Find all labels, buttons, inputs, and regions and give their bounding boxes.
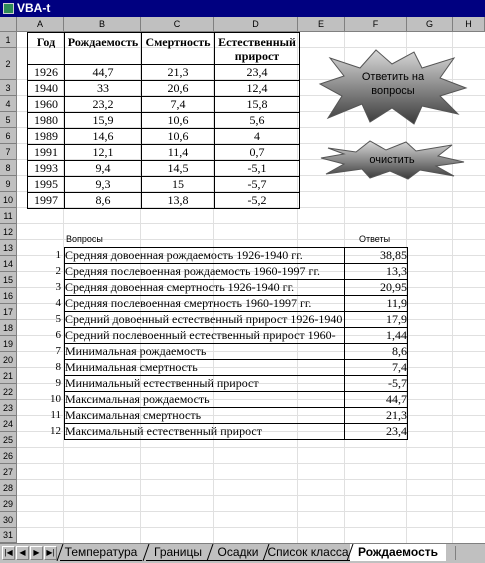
sheet-tab-4[interactable]: Список класса bbox=[267, 545, 349, 559]
question-row bbox=[65, 296, 408, 312]
row-header-10[interactable]: 10 bbox=[0, 192, 17, 208]
row-header-22[interactable]: 22 bbox=[0, 384, 17, 400]
question-number-cell[interactable]: 2 bbox=[55, 265, 61, 277]
natural-growth-cell[interactable]: -5,7 bbox=[215, 177, 300, 193]
question-text-cell[interactable]: Максимальный естественный прирост bbox=[65, 424, 345, 440]
data-row bbox=[28, 145, 300, 161]
question-number-cell[interactable]: 11 bbox=[50, 409, 61, 421]
excel-app-icon[interactable] bbox=[3, 3, 14, 14]
year-cell[interactable]: 1997 bbox=[28, 193, 65, 209]
question-text-cell[interactable]: Средняя довоенная смертность 1926-1940 гг. bbox=[65, 280, 345, 296]
answer-value-cell[interactable]: 7,4 bbox=[345, 360, 408, 376]
gridline bbox=[17, 495, 485, 496]
gridline bbox=[17, 511, 485, 512]
sheet-tab-3[interactable]: Осадки bbox=[210, 544, 266, 561]
row-header-31[interactable]: 31 bbox=[0, 528, 17, 543]
column-header-c[interactable]: C bbox=[141, 17, 214, 32]
header-year[interactable]: Год bbox=[28, 33, 65, 65]
natural-growth-cell[interactable]: 23,4 bbox=[215, 65, 300, 81]
clear-button[interactable] bbox=[320, 140, 466, 180]
row-header-5[interactable]: 5 bbox=[0, 112, 17, 128]
header-natural-growth[interactable] bbox=[215, 33, 300, 65]
tab-divider bbox=[262, 544, 270, 561]
row-header-3[interactable]: 3 bbox=[0, 80, 17, 96]
birth-rate-cell[interactable]: 44,7 bbox=[65, 65, 142, 81]
year-cell[interactable]: 1993 bbox=[28, 161, 65, 177]
tab-divider bbox=[142, 544, 150, 561]
row-header-16[interactable]: 16 bbox=[0, 288, 17, 304]
year-cell[interactable]: 1995 bbox=[28, 177, 65, 193]
prev-sheet-icon[interactable]: ◀ bbox=[16, 546, 29, 560]
questions-table bbox=[64, 247, 408, 440]
birth-rate-cell[interactable]: 15,9 bbox=[65, 113, 142, 129]
header-growth-line2: прирост bbox=[234, 48, 280, 63]
birth-rate-cell[interactable]: 9,4 bbox=[65, 161, 142, 177]
row-header-29[interactable]: 29 bbox=[0, 496, 17, 512]
gridline bbox=[17, 479, 485, 480]
column-header-f[interactable]: F bbox=[345, 17, 407, 32]
birth-rate-cell[interactable]: 8,6 bbox=[65, 193, 142, 209]
data-row bbox=[28, 97, 300, 113]
gridline bbox=[17, 447, 485, 448]
death-rate-cell[interactable]: 20,6 bbox=[142, 81, 215, 97]
row-header-20[interactable]: 20 bbox=[0, 352, 17, 368]
question-text-cell[interactable]: Средняя послевоенная рождаемость 1960-1997 гг. bbox=[65, 264, 345, 280]
natural-growth-cell[interactable]: -5,1 bbox=[215, 161, 300, 177]
sheet-tab-2[interactable]: Границы bbox=[146, 544, 210, 561]
question-row bbox=[65, 360, 408, 376]
year-cell[interactable]: 1980 bbox=[28, 113, 65, 129]
row-header-17[interactable]: 17 bbox=[0, 304, 17, 320]
death-rate-cell[interactable]: 10,6 bbox=[142, 129, 215, 145]
answer-value-cell[interactable]: 44,7 bbox=[345, 392, 408, 408]
birth-rate-cell[interactable]: 12,1 bbox=[65, 145, 142, 161]
question-number-cell[interactable]: 5 bbox=[55, 313, 61, 325]
row-header-24[interactable]: 24 bbox=[0, 416, 17, 432]
window-title-bar bbox=[0, 0, 485, 17]
answer-value-cell[interactable]: 13,3 bbox=[345, 264, 408, 280]
answers-label[interactable]: Ответы bbox=[359, 234, 391, 244]
question-row bbox=[65, 248, 408, 264]
sheet-tab-1[interactable]: Температура bbox=[60, 544, 142, 561]
row-header-8[interactable]: 8 bbox=[0, 160, 17, 176]
column-header-h[interactable]: H bbox=[453, 17, 485, 32]
tab-divider bbox=[56, 544, 64, 561]
row-header-23[interactable]: 23 bbox=[0, 400, 17, 416]
year-cell[interactable]: 1940 bbox=[28, 81, 65, 97]
question-text-cell[interactable]: Минимальная смертность bbox=[65, 360, 345, 376]
birth-rate-cell[interactable]: 23,2 bbox=[65, 97, 142, 113]
column-header-e[interactable]: E bbox=[298, 17, 345, 32]
row-header-18[interactable]: 18 bbox=[0, 320, 17, 336]
question-row bbox=[65, 280, 408, 296]
column-header-b[interactable]: B bbox=[64, 17, 141, 32]
sheet-tab-5[interactable]: Рождаемость bbox=[350, 544, 446, 561]
question-text-cell[interactable]: Средняя довоенная рождаемость 1926-1940 гг. bbox=[65, 248, 345, 264]
question-number-cell[interactable]: 6 bbox=[55, 329, 61, 341]
question-text-cell[interactable]: Средний довоенный естественный прирост 1926-1940 bbox=[65, 312, 345, 328]
row-header-12[interactable]: 12 bbox=[0, 224, 17, 240]
row-header-25[interactable]: 25 bbox=[0, 432, 17, 448]
question-number-cell[interactable]: 12 bbox=[50, 425, 61, 437]
year-cell[interactable]: 1989 bbox=[28, 129, 65, 145]
row-header-11[interactable]: 11 bbox=[0, 208, 17, 224]
last-sheet-icon[interactable]: ▶| bbox=[44, 546, 57, 560]
natural-growth-cell[interactable]: 12,4 bbox=[215, 81, 300, 97]
row-header-7[interactable]: 7 bbox=[0, 144, 17, 160]
death-rate-cell[interactable]: 14,5 bbox=[142, 161, 215, 177]
death-rate-cell[interactable]: 10,6 bbox=[142, 113, 215, 129]
answer-value-cell[interactable]: 23,4 bbox=[345, 424, 408, 440]
sheet-tab-bar bbox=[0, 543, 485, 563]
answer-value-cell[interactable]: 38,85 bbox=[345, 248, 408, 264]
question-number-cell[interactable]: 3 bbox=[55, 281, 61, 293]
answer-value-cell[interactable]: 8,6 bbox=[345, 344, 408, 360]
question-text-cell[interactable]: Максимальная смертность bbox=[65, 408, 345, 424]
question-row bbox=[65, 312, 408, 328]
question-row bbox=[65, 264, 408, 280]
answer-value-cell[interactable]: 21,3 bbox=[345, 408, 408, 424]
question-row bbox=[65, 344, 408, 360]
death-rate-cell[interactable]: 11,4 bbox=[142, 145, 215, 161]
year-cell[interactable]: 1960 bbox=[28, 97, 65, 113]
natural-growth-cell[interactable]: 5,6 bbox=[215, 113, 300, 129]
question-row bbox=[65, 376, 408, 392]
gridline bbox=[17, 463, 485, 464]
question-text-cell[interactable]: Минимальная рождаемость bbox=[65, 344, 345, 360]
death-rate-cell[interactable]: 7,4 bbox=[142, 97, 215, 113]
row-header-19[interactable]: 19 bbox=[0, 336, 17, 352]
column-header-a[interactable]: A bbox=[17, 17, 64, 32]
tab-divider bbox=[206, 544, 214, 561]
row-header-15[interactable]: 15 bbox=[0, 272, 17, 288]
data-row bbox=[28, 161, 300, 177]
tab-divider bbox=[346, 544, 354, 561]
data-row bbox=[28, 65, 300, 81]
question-number-cell[interactable]: 10 bbox=[50, 393, 61, 405]
column-header-g[interactable]: G bbox=[407, 17, 453, 32]
row-header-6[interactable]: 6 bbox=[0, 128, 17, 144]
row-header-27[interactable]: 27 bbox=[0, 464, 17, 480]
answer-value-cell[interactable]: 20,95 bbox=[345, 280, 408, 296]
question-row bbox=[65, 424, 408, 440]
birth-rate-cell[interactable]: 14,6 bbox=[65, 129, 142, 145]
answer-value-cell[interactable]: 17,9 bbox=[345, 312, 408, 328]
question-number-cell[interactable]: 1 bbox=[55, 249, 61, 261]
clear-label: очистить bbox=[369, 154, 415, 166]
answer-value-cell[interactable]: 11,9 bbox=[345, 296, 408, 312]
answer-label-line1: Ответить на bbox=[361, 71, 425, 83]
natural-growth-cell[interactable]: -5,2 bbox=[215, 193, 300, 209]
row-header-14[interactable]: 14 bbox=[0, 256, 17, 272]
data-row bbox=[28, 177, 300, 193]
answer-questions-button[interactable] bbox=[318, 48, 468, 126]
data-row bbox=[28, 193, 300, 209]
natural-growth-cell[interactable]: 15,8 bbox=[215, 97, 300, 113]
gridline bbox=[17, 527, 485, 528]
data-row bbox=[28, 113, 300, 129]
row-header-2[interactable]: 2 bbox=[0, 48, 17, 80]
first-sheet-icon[interactable]: |◀ bbox=[2, 546, 15, 560]
death-rate-cell[interactable]: 15 bbox=[142, 177, 215, 193]
death-rate-cell[interactable]: 21,3 bbox=[142, 65, 215, 81]
gridline bbox=[17, 223, 485, 224]
natural-growth-cell[interactable]: 4 bbox=[215, 129, 300, 145]
question-text-cell[interactable]: Средний послевоенный естественный прирост 1960- bbox=[65, 328, 345, 344]
question-number-cell[interactable]: 8 bbox=[55, 361, 61, 373]
answer-value-cell[interactable]: 1,44 bbox=[345, 328, 408, 344]
question-text-cell[interactable]: Средняя послевоенная смертность 1960-1997 гг. bbox=[65, 296, 345, 312]
data-row bbox=[28, 129, 300, 145]
questions-label[interactable]: Вопросы bbox=[66, 234, 103, 244]
window-title: VBA-t bbox=[17, 1, 51, 15]
question-text-cell[interactable]: Минимальный естественный прирост bbox=[65, 376, 345, 392]
year-cell[interactable]: 1926 bbox=[28, 65, 65, 81]
question-row bbox=[65, 408, 408, 424]
question-text-cell[interactable]: Максимальная рождаемость bbox=[65, 392, 345, 408]
question-row bbox=[65, 392, 408, 408]
birth-rate-cell[interactable]: 33 bbox=[65, 81, 142, 97]
row-header-28[interactable]: 28 bbox=[0, 480, 17, 496]
birth-rate-cell[interactable]: 9,3 bbox=[65, 177, 142, 193]
header-growth-line1: Естественный bbox=[218, 34, 296, 49]
next-sheet-icon[interactable]: ▶ bbox=[30, 546, 43, 560]
question-number-cell[interactable]: 9 bbox=[55, 377, 61, 389]
data-row bbox=[28, 81, 300, 97]
row-header-30[interactable]: 30 bbox=[0, 512, 17, 528]
demography-table bbox=[27, 32, 300, 209]
question-row bbox=[65, 328, 408, 344]
row-header-4[interactable]: 4 bbox=[0, 96, 17, 112]
row-header-21[interactable]: 21 bbox=[0, 368, 17, 384]
death-rate-cell[interactable]: 13,8 bbox=[142, 193, 215, 209]
question-number-cell[interactable]: 7 bbox=[55, 345, 61, 357]
year-cell[interactable]: 1991 bbox=[28, 145, 65, 161]
header-death-rate[interactable]: Смертность bbox=[142, 33, 215, 65]
row-header-1[interactable]: 1 bbox=[0, 32, 17, 48]
answer-value-cell[interactable]: -5,7 bbox=[345, 376, 408, 392]
row-header-26[interactable]: 26 bbox=[0, 448, 17, 464]
header-birth-rate[interactable]: Рождаемость bbox=[65, 33, 142, 65]
question-number-cell[interactable]: 4 bbox=[55, 297, 61, 309]
natural-growth-cell[interactable]: 0,7 bbox=[215, 145, 300, 161]
row-header-13[interactable]: 13 bbox=[0, 240, 17, 256]
answer-label-line2: вопросы bbox=[371, 85, 415, 97]
select-all-corner[interactable] bbox=[0, 17, 17, 32]
row-header-9[interactable]: 9 bbox=[0, 176, 17, 192]
horizontal-scrollbar[interactable] bbox=[455, 546, 483, 560]
column-header-d[interactable]: D bbox=[214, 17, 298, 32]
